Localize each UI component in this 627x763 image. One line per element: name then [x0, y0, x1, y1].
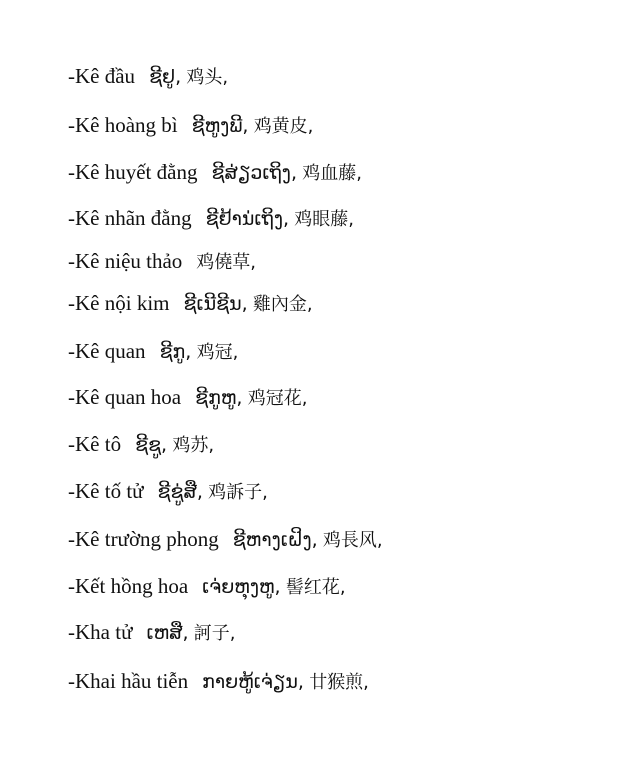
list-item — [68, 291, 313, 319]
entry-lao: ຊີຫູງພີ, — [191, 115, 249, 137]
entry-han: 鸡苏, — [172, 435, 215, 456]
entry-lao: ຊີຢ້ານ່ເຖິງ, — [205, 208, 290, 230]
entry-han: 鸡血藤, — [302, 163, 362, 184]
list-item — [68, 385, 307, 413]
entry-han: 鸡冠花, — [247, 388, 308, 409]
entry-han: 鸡冠, — [196, 342, 239, 363]
list-item — [68, 113, 313, 141]
list-item — [68, 339, 238, 367]
entry-lao: ຊີສ່ຽວເຖິງ, — [211, 162, 298, 184]
entry-lao: ຊີຊູ່ສື, — [157, 481, 203, 503]
list-item — [68, 669, 369, 697]
entry-lao: ຊີຊູ, — [135, 434, 168, 456]
entry-han: 廿猴煎, — [309, 672, 369, 693]
entry-han: 鸡長风, — [322, 530, 383, 551]
entry-han: 鸡黄皮, — [253, 116, 314, 137]
entry-term: -Kê nội kim — [68, 291, 170, 315]
entry-term: -Kê quan hoa — [68, 385, 182, 409]
entry-lao: ຊີເນີຊີນ, — [183, 293, 248, 315]
entry-term: -Khai hầu tiễn — [68, 669, 189, 693]
entry-han: 髻红花, — [285, 577, 346, 598]
entry-lao: ຊີກູຫູ, — [195, 387, 243, 409]
entry-term: -Kết hồng hoa — [68, 574, 189, 598]
list-item — [68, 206, 354, 234]
entry-lao: ເຈ່ຍຫຸງຫູ, — [202, 576, 281, 598]
entry-han: 鸡眼藤, — [294, 209, 355, 230]
entry-term: -Kê niệu thảo — [68, 249, 183, 273]
entry-han: 雞內金, — [252, 294, 313, 315]
entry-han: 鸡头, — [186, 67, 229, 88]
list-item — [68, 432, 214, 460]
entry-lao: ເຫສື, — [146, 622, 189, 644]
list-item — [68, 64, 228, 92]
entry-lao: ຊີຫາງເຝິງ, — [232, 529, 318, 551]
entry-term: -Kê huyết đằng — [68, 160, 198, 184]
entry-term: -Kê đầu — [68, 64, 136, 88]
list-item — [68, 574, 346, 602]
entry-han: 訶子, — [193, 623, 236, 644]
entry-term: -Kê quan — [68, 339, 146, 363]
entry-lao: ຊີຢູ, — [149, 66, 182, 88]
entry-han: 鸡訴子, — [208, 482, 268, 503]
entry-term: -Kê hoàng bì — [68, 113, 178, 137]
list-item — [68, 249, 256, 277]
entry-lao: ກາຍຫູ້ເຈ່ຽນ, — [202, 671, 304, 693]
list-item — [68, 160, 362, 188]
entry-term: -Kê tô — [68, 432, 122, 456]
entry-term: -Kê tố tử — [68, 479, 144, 503]
entry-term: -Kê nhãn đằng — [68, 206, 192, 230]
list-item — [68, 620, 236, 648]
entry-han: 鸡僥草, — [196, 252, 257, 273]
list-item — [68, 527, 383, 555]
entry-term: -Kê trường phong — [68, 527, 219, 551]
list-item — [68, 479, 268, 507]
entry-term: -Kha tử — [68, 620, 133, 644]
entry-lao: ຊີກູ, — [159, 341, 192, 363]
